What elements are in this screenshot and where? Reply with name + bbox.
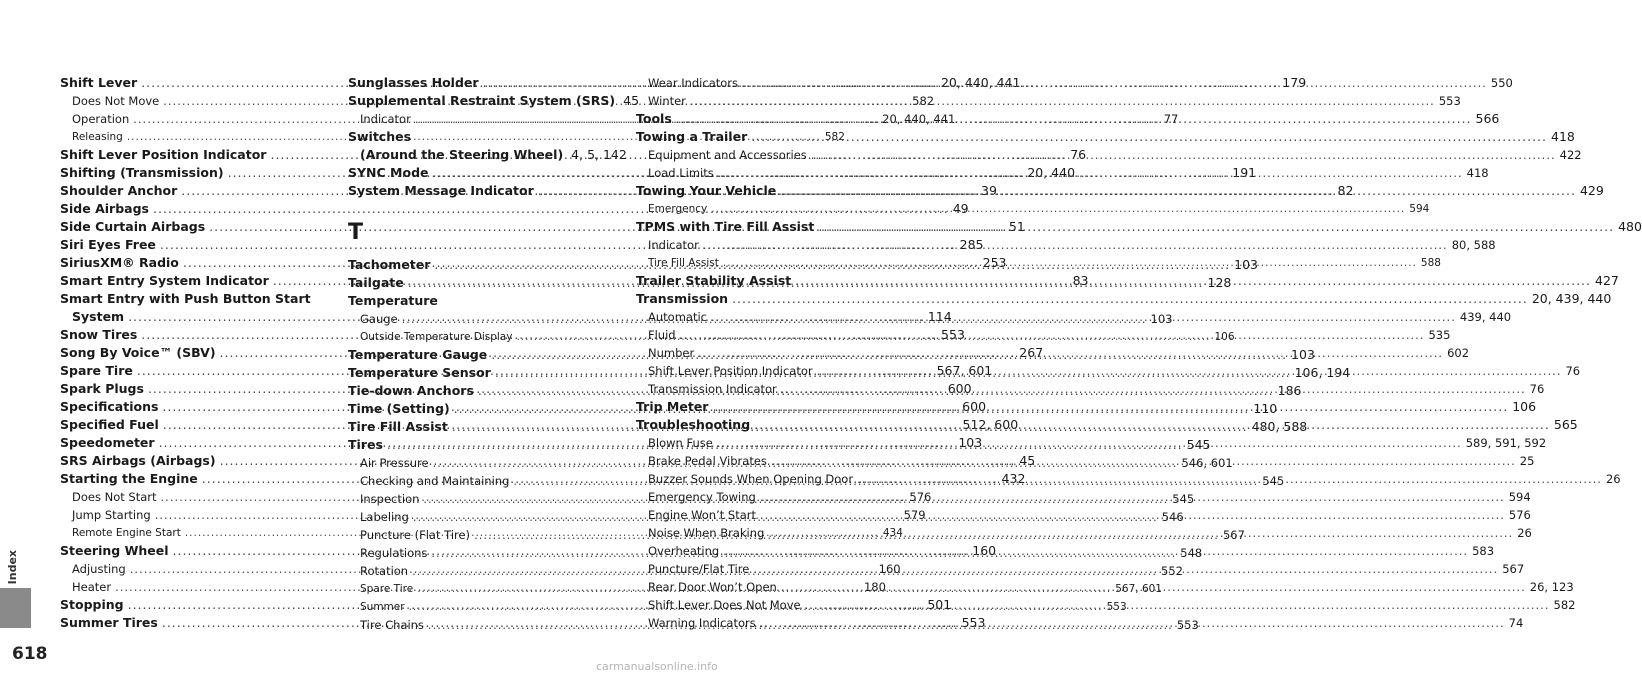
index-entry	[348, 292, 614, 310]
leader-dots	[712, 398, 1508, 416]
index-entry-term: Speedometer	[60, 435, 155, 450]
index-entry-pages: 20, 440	[1027, 165, 1076, 180]
index-entry-term: Rear Door Won’t Open	[648, 580, 777, 594]
index-entry-term: Towing a Trailer	[636, 129, 748, 144]
leader-dots	[723, 542, 1468, 560]
index-entry-pages: 553	[1106, 601, 1127, 613]
index-entry-pages: 427	[1595, 273, 1619, 288]
index-entry-term: Shift Lever	[60, 75, 138, 90]
index-entry-pages: 548	[1180, 546, 1203, 560]
index-entry-term: Tachometer	[348, 257, 431, 272]
index-entry-term: Spare Tire	[60, 363, 133, 378]
index-entry-pages: 434	[882, 527, 903, 539]
index-entry-pages: 285	[959, 237, 984, 252]
leader-dots	[711, 308, 1456, 326]
index-entry-pages: 579	[903, 508, 926, 522]
index-entry-pages: 480	[1618, 219, 1642, 234]
index-entry-term: SRS Airbags (Airbags)	[60, 453, 216, 468]
index-entry-term: Transmission	[636, 291, 729, 306]
index-entry-term: Outside Temperature Display	[360, 331, 513, 343]
index-entry-term: Inspection	[360, 492, 420, 506]
index-entry	[348, 92, 640, 110]
index-entry-term: Indicator	[648, 238, 699, 252]
index-entry-pages: 550	[1490, 76, 1513, 90]
index-entry-term: SiriusXM® Radio	[60, 255, 179, 270]
index-entry-pages: 110	[1253, 401, 1278, 416]
index-entry-pages: 76	[1529, 382, 1545, 396]
leader-dots	[723, 254, 1417, 272]
leader-dots	[768, 524, 1513, 542]
index-entry-term: Temperature	[348, 293, 438, 308]
index-entry-term: Smart Entry System Indicator	[60, 273, 269, 288]
leader-dots	[811, 146, 1556, 164]
index-entry-pages: 103	[1291, 347, 1315, 362]
leader-dots	[780, 182, 1576, 200]
index-entry-pages: 77	[1163, 112, 1179, 126]
index-entry-pages: 546	[1161, 510, 1184, 524]
index-entry-pages: 80, 588	[1451, 238, 1496, 252]
index-entry-term: Air Pressure	[360, 456, 429, 470]
index-entry-term: Spark Plugs	[60, 381, 144, 396]
index-entry-pages: 179	[1282, 75, 1307, 90]
side-tab-label: Index	[6, 550, 19, 585]
index-entry-pages: 160	[972, 543, 997, 558]
index-entry-term: Shift Lever Position Indicator	[648, 364, 813, 378]
index-entry-pages: 553	[941, 327, 965, 342]
index-entry-pages: 103	[1150, 312, 1173, 326]
index-entry-term: Load Limits	[648, 166, 714, 180]
index-entry-term: Shift Lever Position Indicator	[60, 147, 267, 162]
index-entry-pages: 103	[958, 435, 983, 450]
leader-dots	[751, 128, 1547, 146]
index-entry-term: Supplemental Restraint System (SRS)	[348, 93, 616, 108]
index-entry-term: Shoulder Anchor	[60, 183, 178, 198]
index-entry-term: Brake Pedal Vibrates	[648, 454, 767, 468]
leader-dots	[676, 110, 1472, 128]
index-entry-term: Snow Tires	[60, 327, 138, 342]
index-entry-pages: 552	[1161, 564, 1183, 578]
index-entry-pages: 588	[1420, 257, 1441, 269]
leader-dots	[760, 614, 1505, 632]
index-entry-term: Tire Fill Assist	[348, 419, 448, 434]
index-entry-term: Song By Voice™ (SBV)	[60, 345, 216, 360]
index-entry-term: Gauge	[360, 312, 398, 326]
side-tab-marker	[0, 588, 31, 628]
index-entry-term: Does Not Start	[72, 490, 157, 504]
index-entry-term: Does Not Move	[72, 94, 160, 108]
index-entry-term: Tire Chains	[360, 618, 424, 632]
index-entry-pages: 594	[1508, 490, 1531, 504]
index-entry-pages: 76	[1070, 147, 1087, 162]
index-entry-pages: 106	[1214, 331, 1235, 343]
index-entry-pages: 501	[927, 597, 952, 612]
leader-dots	[711, 200, 1405, 218]
leader-dots	[754, 416, 1550, 434]
leader-dots	[753, 560, 1498, 578]
index-entry-term: Tie-down Anchors	[348, 383, 474, 398]
index-entry-pages: 106	[1512, 399, 1537, 414]
index-entry-pages: 103	[1234, 257, 1258, 272]
leader-dots	[680, 326, 1425, 344]
index-entry-term: Shifting (Transmission)	[60, 165, 224, 180]
index-entry-pages: 553	[1438, 94, 1461, 108]
index-entry-term: Sunglasses Holder	[348, 75, 479, 90]
index-entry-pages: 565	[1553, 417, 1578, 432]
index-entry-term: Wear Indicators	[648, 76, 739, 90]
index-entry-pages: 602	[1447, 346, 1470, 360]
index-entry-term: Tire Fill Assist	[648, 257, 719, 269]
index-entry-pages: 566	[1475, 111, 1500, 126]
index-entry-term: Operation	[72, 112, 130, 126]
index-entry-pages: 418	[1466, 166, 1489, 180]
index-entry-pages: 422	[1559, 148, 1582, 162]
index-entry-pages: 45	[623, 93, 640, 108]
index-entry-pages: 546, 601	[1181, 456, 1233, 470]
index-entry-pages: 432	[1001, 471, 1026, 486]
index-entry-term: Spare Tire	[360, 583, 414, 595]
index-entry-term: Labeling	[360, 510, 409, 524]
index-entry-term: Side Curtain Airbags	[60, 219, 206, 234]
leader-dots	[781, 578, 1526, 596]
index-entry-pages: 26	[1517, 526, 1532, 540]
index-entry-term: Puncture (Flat Tire)	[360, 528, 471, 542]
index-entry-pages: 4, 5, 142	[571, 147, 627, 162]
index-entry-term: Engine Won’t Start	[648, 508, 757, 522]
index-entry-term: TPMS with Tire Fill Assist	[636, 219, 815, 234]
index-entry-term: Fluid	[648, 328, 676, 342]
index-entry-pages: 582	[1553, 598, 1576, 612]
index-entry-term: Number	[648, 346, 695, 360]
index-entry-term: Siri Eyes Free	[60, 237, 156, 252]
index-sidebar	[0, 0, 48, 678]
index-entry-term: Specified Fuel	[60, 417, 159, 432]
index-entry-pages: 439, 440	[1459, 310, 1512, 324]
leader-dots	[818, 218, 1614, 236]
index-entry-term: Overheating	[648, 544, 720, 558]
index-entry-pages: 418	[1551, 129, 1575, 144]
leader-dots	[703, 236, 1448, 254]
index-entry-term: Steering Wheel	[60, 543, 169, 558]
index-entry-pages: 267	[1019, 345, 1044, 360]
index-entry-term: Summer	[360, 601, 405, 613]
index-entry-term: Tools	[636, 111, 672, 126]
leader-dots	[760, 488, 1505, 506]
index-entry-term: Blown Fuse	[648, 436, 713, 450]
index-entry-pages: 160	[878, 562, 901, 576]
index-entry-pages: 567	[1222, 528, 1245, 542]
index-entry-pages: 114	[927, 309, 952, 324]
index-entry-term: Indicator	[360, 112, 411, 126]
index-entry-term: Smart Entry with Push Button Start	[60, 291, 311, 306]
leader-dots	[771, 452, 1516, 470]
index-entry-pages: 567	[1502, 562, 1525, 576]
index-entry-pages: 594	[1409, 203, 1430, 215]
index-entry-pages: 535	[1428, 328, 1451, 342]
index-entry-pages: 49	[952, 201, 969, 216]
index-entry-term: Emergency	[648, 203, 708, 215]
index-entry-pages: 82	[1337, 183, 1354, 198]
index-entry-pages: 553	[961, 615, 986, 630]
index-entry-term: Shift Lever Does Not Move	[648, 598, 801, 612]
index-entry-term: Checking and Maintaining	[360, 474, 510, 488]
index-entry-pages: 186	[1277, 383, 1302, 398]
index-entry-term: Remote Engine Start	[72, 527, 181, 539]
index-entry	[636, 290, 1612, 308]
index-entry-pages: 253	[982, 255, 1007, 270]
leader-dots	[717, 434, 1462, 452]
index-entry-pages: 567, 601	[1115, 583, 1162, 595]
index-entry-term: Temperature Gauge	[348, 347, 488, 362]
index-entry-term: (Around the Steering Wheel)	[360, 147, 564, 162]
leader-dots	[857, 470, 1602, 488]
leader-dots	[690, 92, 1435, 110]
index-entry-term: Side Airbags	[60, 201, 149, 216]
index-entry-pages: 582	[912, 94, 935, 108]
index-entry-pages: 545	[1172, 492, 1195, 506]
index-entry-term: Stopping	[60, 597, 124, 612]
index-entry-pages: 26	[1605, 472, 1621, 486]
index-entry-pages: 83	[1072, 273, 1089, 288]
index-entry-pages: 20, 440, 441	[882, 112, 956, 126]
index-entry	[348, 146, 627, 164]
index-entry-pages: 74	[1508, 616, 1524, 630]
index-entry-term: Trailer Stability Assist	[636, 273, 792, 288]
index-entry-term: Adjusting	[72, 562, 126, 576]
index-entry-term: SYNC Mode	[348, 165, 429, 180]
index-entry-pages: 106, 194	[1294, 365, 1351, 380]
index-entry-pages: 51	[1008, 219, 1025, 234]
index-entry-pages: 600	[962, 399, 987, 414]
index-entry-term: Specifications	[60, 399, 159, 414]
index-entry-term: Towing Your Vehicle	[636, 183, 777, 198]
index-entry-pages: 589, 591, 592	[1465, 436, 1547, 450]
index-entry-term: Transmission Indicator	[648, 382, 777, 396]
index-entry-term: Heater	[72, 580, 112, 594]
index-entry-term: Tires	[348, 437, 383, 452]
index-entry-term: Buzzer Sounds When Opening Door	[648, 472, 854, 486]
index-entry-term: Regulations	[360, 546, 428, 560]
index-entry-term: Warning Indicators	[648, 616, 756, 630]
index-entry-pages: 512, 600	[962, 417, 1019, 432]
leader-dots	[817, 362, 1562, 380]
index-entry-term: System Message Indicator	[348, 183, 534, 198]
index-entry-term: Jump Starting	[72, 508, 151, 522]
leader-dots	[760, 506, 1505, 524]
index-entry-pages: 20, 439, 440	[1531, 291, 1612, 306]
index-entry-term: Tailgate	[348, 275, 404, 290]
index-entry-term: Releasing	[72, 131, 123, 143]
leader-dots	[781, 380, 1526, 398]
index-entry-term: Puncture/Flat Tire	[648, 562, 750, 576]
index-entry-pages: 180	[863, 580, 886, 594]
index-entry-term: Rotation	[360, 564, 409, 578]
index-entry-pages: 39	[981, 183, 997, 198]
index-entry-pages: 583	[1472, 544, 1495, 558]
index-entry-term: Summer Tires	[60, 615, 158, 630]
index-entry-term: Emergency Towing	[648, 490, 756, 504]
index-entry-pages: 191	[1232, 165, 1257, 180]
watermark: carmanualsonline.info	[596, 660, 718, 673]
index-entry-term: Trip Meter	[636, 399, 709, 414]
index-entry-pages: 600	[947, 381, 972, 396]
leader-dots	[795, 272, 1591, 290]
index-entry-term: Temperature Sensor	[348, 365, 491, 380]
leader-dots	[732, 290, 1528, 308]
index-entry-term: Winter	[648, 94, 686, 108]
index-entry-pages: 576	[1508, 508, 1531, 522]
index-entry-pages: 429	[1579, 183, 1604, 198]
index-entry-term: Time (Setting)	[348, 401, 450, 416]
index-entry-term: System	[72, 309, 125, 324]
index-entry-term: Switches	[348, 129, 412, 144]
index-entry	[636, 128, 1575, 146]
leader-dots	[805, 596, 1550, 614]
index-entry-pages: 582	[824, 131, 845, 143]
index-entry-term: Automatic	[648, 310, 707, 324]
leader-dots	[698, 344, 1443, 362]
page-number: 618	[12, 644, 48, 664]
index-entry-pages: 480, 588	[1251, 419, 1308, 434]
index-entry-term: Equipment and Accessories	[648, 148, 807, 162]
index-entry-pages: 45	[1019, 453, 1036, 468]
index-entry-pages: 567, 601	[936, 363, 993, 378]
index-entry	[348, 128, 614, 146]
leader-dots	[718, 164, 1463, 182]
index-entry-term: Troubleshooting	[636, 417, 751, 432]
index-entry-term: Noise When Braking	[648, 526, 765, 540]
section-letter: T	[348, 220, 364, 245]
index-entry-pages: 128	[1207, 275, 1232, 290]
index-entry-pages: 545	[1262, 474, 1285, 488]
index-entry-pages: 576	[909, 490, 932, 504]
index-entry-pages: 545	[1186, 437, 1211, 452]
index-entry-pages: 20, 440, 441	[940, 75, 1021, 90]
leader-dots	[742, 74, 1487, 92]
index-entry-pages: 553	[1176, 618, 1199, 632]
index-entry-pages: 26, 123	[1529, 580, 1574, 594]
index-entry-pages: 25	[1519, 454, 1535, 468]
index-entry	[60, 290, 326, 308]
index-entry-term: Starting the Engine	[60, 471, 198, 486]
index-entry-pages: 76	[1565, 364, 1581, 378]
